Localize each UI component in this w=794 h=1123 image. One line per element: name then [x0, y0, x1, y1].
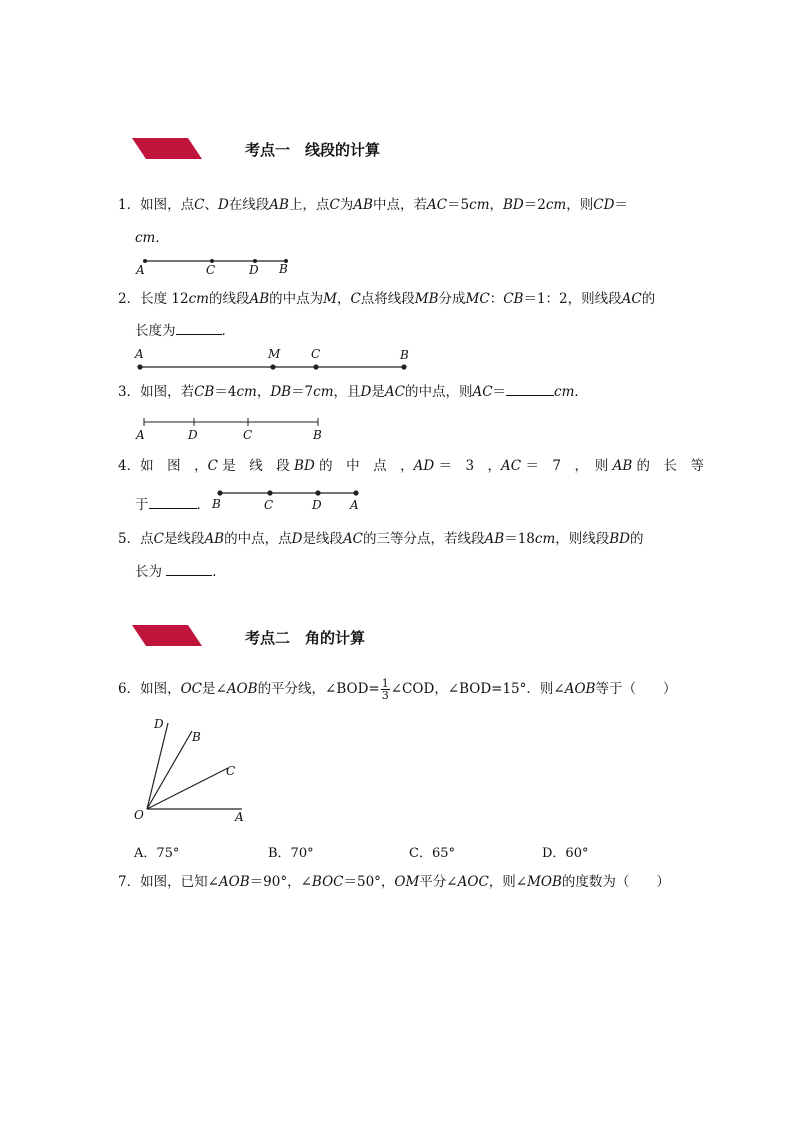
question-2-line2: 长度为 ． — [135, 323, 235, 339]
section-banner-2 — [132, 625, 202, 646]
section-title-1: 考点一 线段的计算 — [245, 141, 381, 159]
q4-label-d: D — [312, 498, 322, 512]
option-a[interactable]: A．75° — [134, 846, 180, 861]
question-1-line2: cm． — [135, 230, 169, 246]
section-title-2: 考点二 角的计算 — [245, 629, 366, 647]
q2-label-a: A — [135, 347, 144, 361]
question-7: 7．如图，已知∠AOB＝90°，∠BOC＝50°，OM平分∠AOC，则∠MOB的度数为（ ） — [118, 874, 670, 890]
q6-label-d: D — [154, 717, 164, 731]
q3-segment-figure — [138, 416, 324, 428]
question-6: 6．如图，OC是∠AOB的平分线，∠BOD= $\frac{1}{3}$ ∠COD，∠BOD=15°．则∠AOB等于（ ） — [118, 677, 677, 702]
option-d[interactable]: D．60° — [542, 846, 589, 861]
q1-label-b: B — [279, 262, 288, 276]
q6-label-c: C — [226, 764, 236, 778]
q2-label-c: C — [311, 347, 321, 361]
question-1: 1．如图，点C、D在线段AB上，点C为AB中点，若AC＝5cm，BD＝2cm，则CD＝ — [118, 197, 628, 213]
q3-label-a: A — [136, 428, 145, 442]
q2-label-m: M — [268, 347, 281, 361]
q6-label-b: B — [192, 730, 201, 744]
q4-label-a: A — [350, 498, 359, 512]
answer-blank — [176, 322, 222, 335]
question-2: 2．长度 12cm的线段AB的中点为M，C点将线段MB分成MC：CB＝1：2，则线段AC的 — [118, 291, 656, 307]
q3-label-c: C — [243, 428, 253, 442]
question-3: 3．如图，若CB＝4cm，DB＝7cm，且D是AC的中点，则AC＝ cm． — [118, 384, 588, 400]
question-4: 4．如 图 ，C 是 线 段 BD 的 中 点 ，AD ＝ 3 ，AC ＝ 7 ， 则 AB 的 长 等 — [118, 458, 705, 474]
q6-label-o: O — [134, 808, 144, 822]
answer-blank — [149, 496, 197, 509]
option-b[interactable]: B．70° — [268, 846, 314, 861]
question-5: 5．点C是线段AB的中点，点D是线段AC的三等分点，若线段AB＝18cm，则线段BD的 — [118, 531, 644, 547]
option-c[interactable]: C．65° — [409, 846, 455, 861]
answer-blank — [166, 563, 212, 576]
question-4-line2: 于 ． — [135, 497, 210, 513]
answer-blank — [506, 383, 554, 396]
section-banner-1 — [132, 138, 202, 159]
q4-segment-figure — [214, 486, 364, 500]
q2-label-b: B — [400, 348, 409, 362]
q2-segment-figure — [134, 360, 414, 374]
q6-label-a: A — [235, 810, 244, 824]
q4-label-c: C — [264, 498, 274, 512]
q3-label-b: B — [313, 428, 322, 442]
q1-label-a: A — [136, 263, 145, 277]
q4-label-b: B — [212, 497, 221, 511]
q1-label-d: D — [249, 263, 259, 277]
fraction-one-third: $\frac{1}{3}$ — [381, 677, 389, 702]
q1-label-c: C — [206, 263, 216, 277]
q1-segment-figure — [138, 255, 298, 277]
q3-label-d: D — [188, 428, 198, 442]
question-5-line2: 长为 ． — [135, 564, 226, 580]
